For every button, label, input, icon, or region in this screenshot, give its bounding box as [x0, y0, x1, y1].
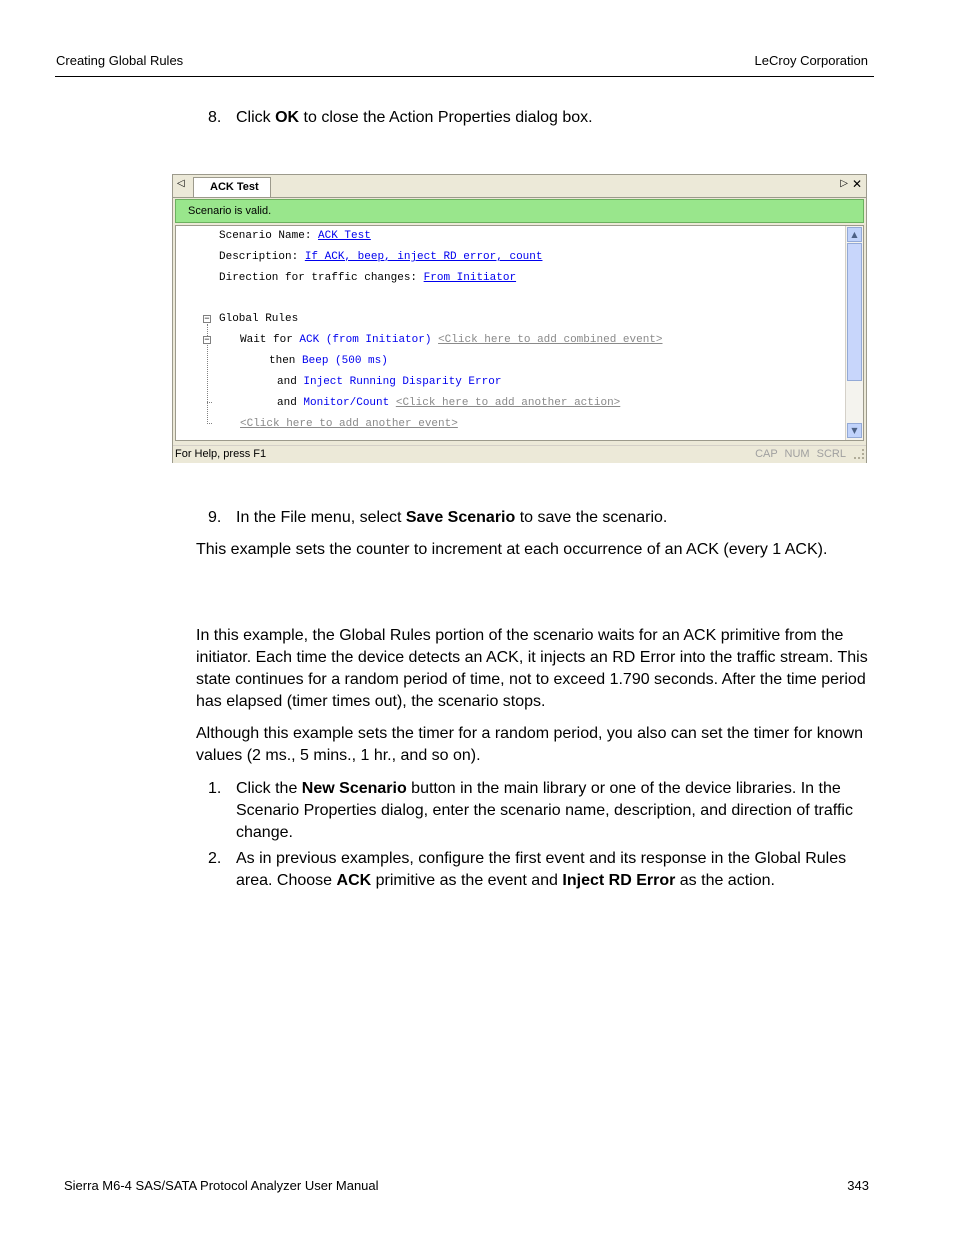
inject-action-link[interactable]: Inject Running Disparity Error	[303, 376, 502, 388]
scenario-window-screenshot	[172, 174, 867, 463]
bold-text: Save Scenario	[405, 509, 516, 526]
paragraph: In this example, the Global Rules portion of the scenario waits for an ACK primitive from the initiator. Each time the device detects an ACK, it injects an RD Error into the traffic stream. This state continues for a random period of time, not to exceed 1.790 seconds. After the time period has elapsed (timer times out), the scenario stops.	[196, 627, 868, 710]
add-event-link[interactable]: <Click here to add another event>	[240, 418, 458, 430]
add-action-link[interactable]: <Click here to add another action>	[395, 397, 621, 409]
scenario-name-line	[219, 229, 371, 243]
status-help: For Help, press F1	[175, 448, 267, 460]
step-1	[196, 778, 876, 844]
step-number: 9.	[208, 509, 222, 526]
global-rules-label: Global Rules	[219, 313, 299, 325]
step-text	[236, 778, 866, 844]
header-left: Creating Global Rules	[56, 53, 184, 68]
step-text	[236, 507, 866, 529]
vertical-scrollbar[interactable]	[845, 226, 863, 440]
scroll-down-icon[interactable]: ▼	[847, 423, 862, 438]
resize-grip-icon[interactable]	[854, 449, 864, 459]
page-number: 343	[847, 1178, 869, 1193]
header-right: LeCroy Corporation	[754, 53, 868, 68]
scenario-name-link[interactable]: ACK Test	[318, 230, 371, 242]
text: as the action.	[675, 872, 775, 889]
label: Direction for traffic changes:	[219, 272, 424, 284]
header-rule	[55, 76, 874, 77]
step-number: 8.	[208, 109, 222, 126]
tree-branch	[207, 423, 212, 424]
footer-left: Sierra M6-4 SAS/SATA Protocol Analyzer User Manual	[64, 1178, 379, 1193]
description-line	[219, 250, 542, 264]
then-line	[269, 354, 388, 368]
description-link[interactable]: If ACK, beep, inject RD error, count	[304, 251, 543, 263]
add-event-line	[240, 417, 458, 431]
label: Description:	[219, 251, 305, 263]
collapse-icon[interactable]: −	[204, 335, 210, 345]
text: to close the Action Properties dialog box.	[299, 109, 593, 126]
status-bar	[173, 445, 866, 463]
add-combined-event-link[interactable]: <Click here to add combined event>	[438, 334, 663, 346]
bold-text: ACK	[336, 872, 372, 889]
tab-bar	[173, 175, 866, 198]
step-2	[196, 848, 876, 892]
text: As in previous examples, configure the first event and its response in the Global Rules area. Choose	[236, 850, 847, 889]
wait-for-line	[240, 333, 663, 347]
text: primitive as the event and	[371, 872, 563, 889]
scroll-up-icon[interactable]: ▲	[847, 227, 862, 242]
label: Scenario Name:	[219, 230, 319, 242]
direction-link[interactable]: From Initiator	[423, 272, 517, 284]
paragraph: This example sets the counter to increment at each occurrence of an ACK (every 1 ACK).	[196, 541, 828, 558]
scenario-editor[interactable]	[175, 225, 864, 441]
ack-event-link[interactable]: ACK (from Initiator)	[299, 334, 432, 346]
label: and	[277, 397, 304, 409]
scroll-thumb[interactable]	[847, 243, 862, 381]
direction-line	[219, 271, 516, 285]
monitor-line	[277, 396, 620, 410]
inject-line	[277, 375, 501, 389]
step-number: 2.	[208, 850, 222, 867]
text: to save the scenario.	[515, 509, 668, 526]
bold-text: Inject RD Error	[562, 872, 676, 889]
scroll-left-icon[interactable]: ◁	[177, 178, 185, 189]
tab-ack-test[interactable]: ACK Test	[193, 177, 271, 197]
step-8	[196, 107, 876, 129]
close-icon[interactable]: ✕	[851, 177, 862, 191]
validation-status: Scenario is valid.	[175, 199, 864, 223]
bold-text: OK	[275, 109, 300, 126]
label: then	[269, 355, 303, 367]
tree-branch	[207, 402, 212, 403]
step-text	[236, 848, 866, 892]
status-indicators: CAP NUM SCRL	[755, 448, 846, 460]
label: and	[277, 376, 304, 388]
bold-text: New Scenario	[301, 780, 407, 797]
beep-action-link[interactable]: Beep (500 ms)	[302, 355, 388, 367]
monitor-action-link[interactable]: Monitor/Count	[303, 397, 390, 409]
text: In the File menu, select	[236, 509, 406, 526]
label: Wait for	[240, 334, 300, 346]
step-text	[236, 107, 866, 129]
text: button in the main library or one of the device libraries. In the Scenario Properties dialog, enter the scenario name, description, and direction of traffic change.	[236, 780, 853, 841]
text: Click the	[236, 780, 302, 797]
step-9	[196, 507, 876, 529]
text: Click	[236, 109, 276, 126]
paragraph: Although this example sets the timer for a random period, you also can set the timer for known values (2 ms., 5 mins., 1 hr., and so on).	[196, 725, 863, 764]
collapse-icon[interactable]: −	[204, 314, 210, 324]
step-number: 1.	[208, 780, 222, 797]
scroll-right-icon[interactable]: ▷	[840, 178, 848, 189]
